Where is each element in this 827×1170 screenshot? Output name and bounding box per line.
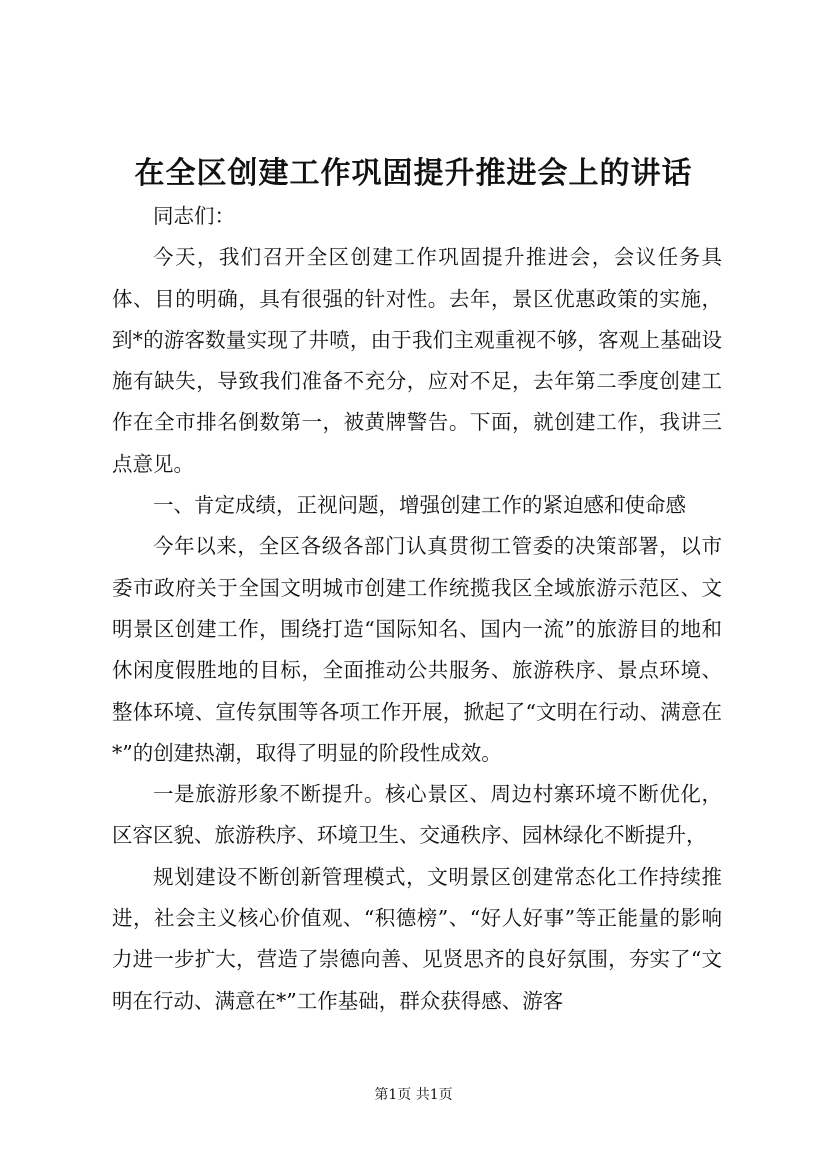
paragraph-intro: 今天，我们召开全区创建工作巩固提升推进会，会议任务具体、目的明确，具有很强的针对性。去年，景区优惠政策的实施，到*的游客数量实现了井喷，由于我们主观重视不够，客观上基础设施有缺失，导致我们准备不充分，应对不足，去年第二季度创建工作在全市排名倒数第一，被黄牌警告。下面，就创建工作，我讲三点意见。	[112, 245, 722, 476]
document-body	[112, 196, 722, 1022]
salutation: 同志们：	[153, 204, 235, 228]
paragraph-point-one: 一是旅游形象不断提升。核心景区、周边村寨环境不断优化，区容区貌、旅游秩序、环境卫生、交通秩序、园林绿化不断提升，	[112, 782, 722, 848]
paragraph-achievements: 今年以来，全区各级各部门认真贯彻工管委的决策部署，以市委市政府关于全国文明城市创建工作统揽我区全域旅游示范区、文明景区创建工作，围绕打造“国际知名、国内一流”的旅游目的地和休闲度假胜地的目标，全面推动公共服务、旅游秩序、景点环境、整体环境、宣传氛围等各项工作开展，掀起了“文明在行动、满意在*”的创建热潮，取得了明显的阶段性成效。	[112, 534, 722, 765]
page-footer: 第1页 共1页	[374, 1087, 453, 1103]
section-heading: 一、肯定成绩，正视问题，增强创建工作的紧迫感和使命感	[153, 493, 686, 518]
paragraph-continuation: 规划建设不断创新管理模式，文明景区创建常态化工作持续推进，社会主义核心价值观、“积德榜”、“好人好事”等正能量的影响力进一步扩大，营造了崇德向善、见贤思齐的良好氛围，夯实了“文明在行动、满意在*”工作基础，群众获得感、游客	[112, 864, 722, 1013]
document-title: 在全区创建工作巩固提升推进会上的讲话	[134, 156, 693, 191]
